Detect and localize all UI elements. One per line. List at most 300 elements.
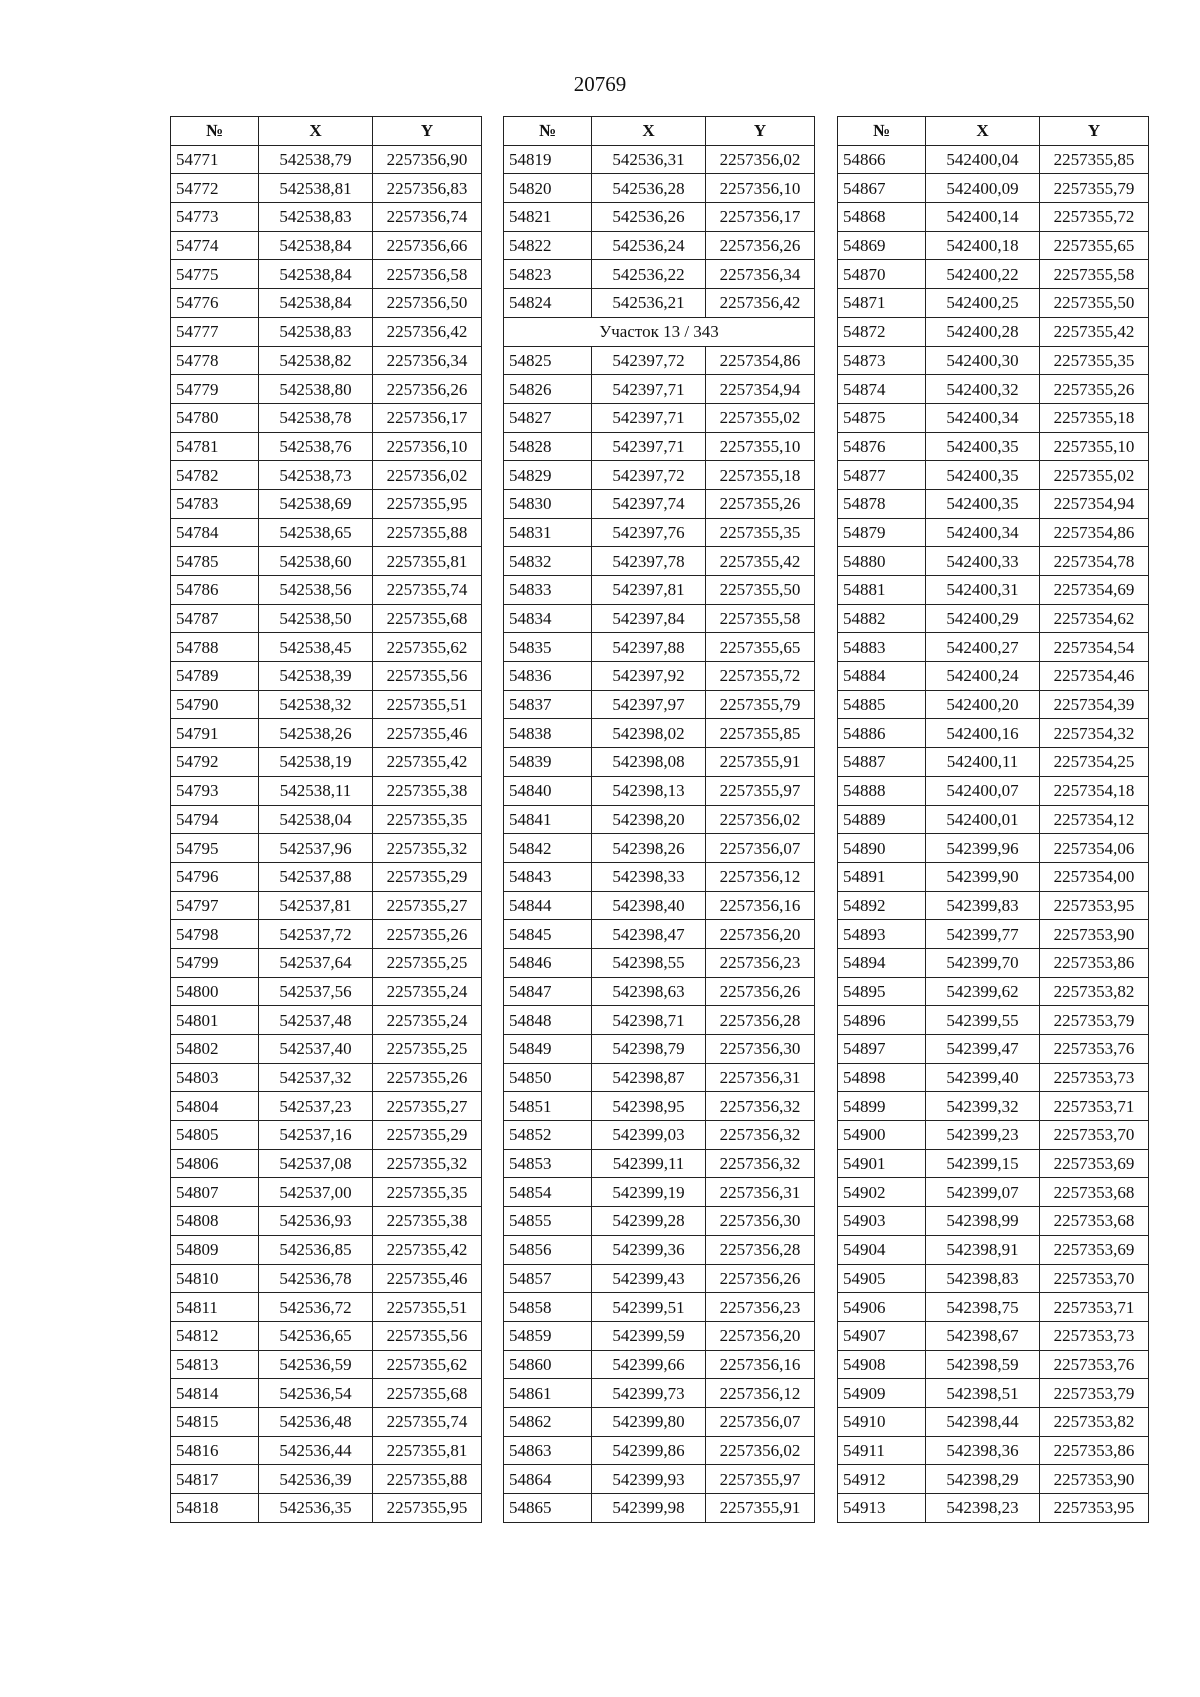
y-coordinate-cell: 2257355,91 bbox=[706, 748, 815, 777]
table-row bbox=[504, 948, 815, 977]
header-x: X bbox=[926, 117, 1040, 146]
page-number: 20769 bbox=[573, 72, 627, 96]
point-number-cell: 54870 bbox=[838, 260, 926, 289]
y-coordinate-cell: 2257356,12 bbox=[706, 862, 815, 891]
table-row bbox=[171, 289, 482, 318]
y-coordinate-cell: 2257354,94 bbox=[706, 375, 815, 404]
point-number-cell: 54853 bbox=[504, 1149, 592, 1178]
table-row bbox=[504, 1436, 815, 1465]
point-number-cell: 54900 bbox=[838, 1121, 926, 1150]
table-row bbox=[504, 1207, 815, 1236]
y-coordinate-cell: 2257356,12 bbox=[706, 1379, 815, 1408]
point-number-cell: 54911 bbox=[838, 1436, 926, 1465]
point-number-cell: 54902 bbox=[838, 1178, 926, 1207]
y-coordinate-cell: 2257353,82 bbox=[1040, 1407, 1149, 1436]
y-coordinate-cell: 2257353,82 bbox=[1040, 977, 1149, 1006]
x-coordinate-cell: 542400,09 bbox=[926, 174, 1040, 203]
table-row bbox=[171, 1178, 482, 1207]
table-row bbox=[171, 174, 482, 203]
x-coordinate-cell: 542538,79 bbox=[259, 145, 373, 174]
point-number-cell: 54841 bbox=[504, 805, 592, 834]
x-coordinate-cell: 542398,13 bbox=[592, 776, 706, 805]
y-coordinate-cell: 2257355,02 bbox=[706, 403, 815, 432]
y-coordinate-cell: 2257356,28 bbox=[706, 1006, 815, 1035]
y-coordinate-cell: 2257356,20 bbox=[706, 920, 815, 949]
y-coordinate-cell: 2257356,32 bbox=[706, 1149, 815, 1178]
point-number-cell: 54803 bbox=[171, 1063, 259, 1092]
y-coordinate-cell: 2257355,95 bbox=[373, 489, 482, 518]
x-coordinate-cell: 542400,32 bbox=[926, 375, 1040, 404]
x-coordinate-cell: 542399,98 bbox=[592, 1494, 706, 1523]
point-number-cell: 54876 bbox=[838, 432, 926, 461]
table-row bbox=[504, 403, 815, 432]
y-coordinate-cell: 2257355,81 bbox=[373, 547, 482, 576]
y-coordinate-cell: 2257355,97 bbox=[706, 1465, 815, 1494]
y-coordinate-cell: 2257355,26 bbox=[706, 489, 815, 518]
x-coordinate-cell: 542538,65 bbox=[259, 518, 373, 547]
table-row bbox=[504, 1149, 815, 1178]
point-number-cell: 54832 bbox=[504, 547, 592, 576]
table-row bbox=[838, 1178, 1149, 1207]
y-coordinate-cell: 2257355,58 bbox=[706, 604, 815, 633]
x-coordinate-cell: 542398,20 bbox=[592, 805, 706, 834]
table-row bbox=[838, 805, 1149, 834]
y-coordinate-cell: 2257353,69 bbox=[1040, 1235, 1149, 1264]
table-row bbox=[838, 690, 1149, 719]
y-coordinate-cell: 2257354,32 bbox=[1040, 719, 1149, 748]
y-coordinate-cell: 2257353,76 bbox=[1040, 1035, 1149, 1064]
table-row bbox=[838, 1092, 1149, 1121]
y-coordinate-cell: 2257354,00 bbox=[1040, 862, 1149, 891]
point-number-cell: 54862 bbox=[504, 1407, 592, 1436]
y-coordinate-cell: 2257355,65 bbox=[706, 633, 815, 662]
x-coordinate-cell: 542536,54 bbox=[259, 1379, 373, 1408]
table-row bbox=[171, 1494, 482, 1523]
table-row bbox=[171, 1321, 482, 1350]
y-coordinate-cell: 2257355,85 bbox=[1040, 145, 1149, 174]
x-coordinate-cell: 542538,39 bbox=[259, 662, 373, 691]
table-row bbox=[171, 489, 482, 518]
y-coordinate-cell: 2257353,69 bbox=[1040, 1149, 1149, 1178]
x-coordinate-cell: 542400,01 bbox=[926, 805, 1040, 834]
y-coordinate-cell: 2257355,46 bbox=[373, 1264, 482, 1293]
point-number-cell: 54852 bbox=[504, 1121, 592, 1150]
point-number-cell: 54815 bbox=[171, 1407, 259, 1436]
point-number-cell: 54875 bbox=[838, 403, 926, 432]
point-number-cell: 54799 bbox=[171, 948, 259, 977]
x-coordinate-cell: 542400,11 bbox=[926, 748, 1040, 777]
y-coordinate-cell: 2257355,38 bbox=[373, 776, 482, 805]
x-coordinate-cell: 542398,95 bbox=[592, 1092, 706, 1121]
x-coordinate-cell: 542537,32 bbox=[259, 1063, 373, 1092]
table-row bbox=[171, 1063, 482, 1092]
point-number-cell: 54826 bbox=[504, 375, 592, 404]
point-number-cell: 54833 bbox=[504, 576, 592, 605]
x-coordinate-cell: 542536,31 bbox=[592, 145, 706, 174]
point-number-cell: 54776 bbox=[171, 289, 259, 318]
point-number-cell: 54820 bbox=[504, 174, 592, 203]
y-coordinate-cell: 2257355,29 bbox=[373, 1121, 482, 1150]
table-row bbox=[171, 203, 482, 232]
table-row bbox=[504, 1006, 815, 1035]
point-number-cell: 54854 bbox=[504, 1178, 592, 1207]
table-row bbox=[171, 1264, 482, 1293]
point-number-cell: 54860 bbox=[504, 1350, 592, 1379]
x-coordinate-cell: 542400,31 bbox=[926, 576, 1040, 605]
point-number-cell: 54806 bbox=[171, 1149, 259, 1178]
point-number-cell: 54787 bbox=[171, 604, 259, 633]
table-row bbox=[838, 1235, 1149, 1264]
x-coordinate-cell: 542538,56 bbox=[259, 576, 373, 605]
point-number-cell: 54835 bbox=[504, 633, 592, 662]
y-coordinate-cell: 2257355,18 bbox=[1040, 403, 1149, 432]
point-number-cell: 54816 bbox=[171, 1436, 259, 1465]
x-coordinate-cell: 542397,71 bbox=[592, 432, 706, 461]
y-coordinate-cell: 2257355,91 bbox=[706, 1494, 815, 1523]
y-coordinate-cell: 2257355,27 bbox=[373, 891, 482, 920]
x-coordinate-cell: 542398,23 bbox=[926, 1494, 1040, 1523]
point-number-cell: 54912 bbox=[838, 1465, 926, 1494]
x-coordinate-cell: 542400,28 bbox=[926, 317, 1040, 346]
point-number-cell: 54825 bbox=[504, 346, 592, 375]
x-coordinate-cell: 542398,02 bbox=[592, 719, 706, 748]
table-row bbox=[171, 891, 482, 920]
x-coordinate-cell: 542536,35 bbox=[259, 1494, 373, 1523]
x-coordinate-cell: 542398,51 bbox=[926, 1379, 1040, 1408]
x-coordinate-cell: 542537,72 bbox=[259, 920, 373, 949]
table-row bbox=[171, 403, 482, 432]
y-coordinate-cell: 2257356,30 bbox=[706, 1035, 815, 1064]
point-number-cell: 54883 bbox=[838, 633, 926, 662]
table-row bbox=[504, 547, 815, 576]
y-coordinate-cell: 2257353,79 bbox=[1040, 1379, 1149, 1408]
table-row bbox=[838, 1350, 1149, 1379]
y-coordinate-cell: 2257356,17 bbox=[373, 403, 482, 432]
y-coordinate-cell: 2257355,79 bbox=[706, 690, 815, 719]
table-header-row bbox=[171, 117, 482, 146]
x-coordinate-cell: 542538,82 bbox=[259, 346, 373, 375]
x-coordinate-cell: 542399,23 bbox=[926, 1121, 1040, 1150]
x-coordinate-cell: 542397,72 bbox=[592, 461, 706, 490]
y-coordinate-cell: 2257354,46 bbox=[1040, 662, 1149, 691]
y-coordinate-cell: 2257355,51 bbox=[373, 1293, 482, 1322]
point-number-cell: 54772 bbox=[171, 174, 259, 203]
x-coordinate-cell: 542538,69 bbox=[259, 489, 373, 518]
table-row bbox=[504, 719, 815, 748]
y-coordinate-cell: 2257353,86 bbox=[1040, 948, 1149, 977]
table-row bbox=[838, 776, 1149, 805]
table-row bbox=[171, 260, 482, 289]
x-coordinate-cell: 542397,78 bbox=[592, 547, 706, 576]
point-number-cell: 54804 bbox=[171, 1092, 259, 1121]
x-coordinate-cell: 542399,80 bbox=[592, 1407, 706, 1436]
point-number-cell: 54908 bbox=[838, 1350, 926, 1379]
table-row bbox=[838, 633, 1149, 662]
x-coordinate-cell: 542536,44 bbox=[259, 1436, 373, 1465]
table-header-row bbox=[838, 117, 1149, 146]
y-coordinate-cell: 2257355,72 bbox=[1040, 203, 1149, 232]
header-y: Y bbox=[706, 117, 815, 146]
point-number-cell: 54881 bbox=[838, 576, 926, 605]
y-coordinate-cell: 2257355,35 bbox=[373, 805, 482, 834]
point-number-cell: 54773 bbox=[171, 203, 259, 232]
y-coordinate-cell: 2257355,68 bbox=[373, 1379, 482, 1408]
x-coordinate-cell: 542398,44 bbox=[926, 1407, 1040, 1436]
y-coordinate-cell: 2257356,30 bbox=[706, 1207, 815, 1236]
table-row bbox=[504, 862, 815, 891]
point-number-cell: 54810 bbox=[171, 1264, 259, 1293]
y-coordinate-cell: 2257355,42 bbox=[1040, 317, 1149, 346]
point-number-cell: 54802 bbox=[171, 1035, 259, 1064]
table-row bbox=[171, 834, 482, 863]
x-coordinate-cell: 542537,00 bbox=[259, 1178, 373, 1207]
x-coordinate-cell: 542399,03 bbox=[592, 1121, 706, 1150]
x-coordinate-cell: 542538,11 bbox=[259, 776, 373, 805]
x-coordinate-cell: 542397,88 bbox=[592, 633, 706, 662]
table-row bbox=[171, 1235, 482, 1264]
x-coordinate-cell: 542399,43 bbox=[592, 1264, 706, 1293]
y-coordinate-cell: 2257355,85 bbox=[706, 719, 815, 748]
table-row bbox=[171, 346, 482, 375]
y-coordinate-cell: 2257354,69 bbox=[1040, 576, 1149, 605]
y-coordinate-cell: 2257355,97 bbox=[706, 776, 815, 805]
table-row bbox=[171, 1035, 482, 1064]
point-number-cell: 54789 bbox=[171, 662, 259, 691]
coordinates-table-1 bbox=[170, 116, 482, 1523]
y-coordinate-cell: 2257355,74 bbox=[373, 1407, 482, 1436]
table-row bbox=[171, 518, 482, 547]
x-coordinate-cell: 542398,33 bbox=[592, 862, 706, 891]
table-row bbox=[838, 920, 1149, 949]
table-row bbox=[171, 461, 482, 490]
table-row bbox=[504, 231, 815, 260]
x-coordinate-cell: 542397,92 bbox=[592, 662, 706, 691]
point-number-cell: 54878 bbox=[838, 489, 926, 518]
y-coordinate-cell: 2257355,18 bbox=[706, 461, 815, 490]
x-coordinate-cell: 542400,22 bbox=[926, 260, 1040, 289]
y-coordinate-cell: 2257355,35 bbox=[373, 1178, 482, 1207]
y-coordinate-cell: 2257356,58 bbox=[373, 260, 482, 289]
point-number-cell: 54877 bbox=[838, 461, 926, 490]
x-coordinate-cell: 542400,04 bbox=[926, 145, 1040, 174]
y-coordinate-cell: 2257353,68 bbox=[1040, 1178, 1149, 1207]
y-coordinate-cell: 2257355,24 bbox=[373, 977, 482, 1006]
table-row bbox=[504, 1178, 815, 1207]
x-coordinate-cell: 542536,39 bbox=[259, 1465, 373, 1494]
x-coordinate-cell: 542537,56 bbox=[259, 977, 373, 1006]
point-number-cell: 54805 bbox=[171, 1121, 259, 1150]
point-number-cell: 54863 bbox=[504, 1436, 592, 1465]
table-row bbox=[504, 289, 815, 318]
table-row bbox=[838, 174, 1149, 203]
y-coordinate-cell: 2257355,81 bbox=[373, 1436, 482, 1465]
table-row bbox=[838, 891, 1149, 920]
y-coordinate-cell: 2257355,25 bbox=[373, 948, 482, 977]
table-row bbox=[171, 776, 482, 805]
point-number-cell: 54885 bbox=[838, 690, 926, 719]
section-row bbox=[504, 317, 815, 346]
x-coordinate-cell: 542399,47 bbox=[926, 1035, 1040, 1064]
table-row bbox=[838, 604, 1149, 633]
table-row bbox=[504, 1293, 815, 1322]
point-number-cell: 54771 bbox=[171, 145, 259, 174]
header-number: № bbox=[504, 117, 592, 146]
point-number-cell: 54859 bbox=[504, 1321, 592, 1350]
table-row bbox=[504, 576, 815, 605]
x-coordinate-cell: 542399,55 bbox=[926, 1006, 1040, 1035]
table-row bbox=[838, 748, 1149, 777]
table-row bbox=[838, 1149, 1149, 1178]
table-row bbox=[838, 719, 1149, 748]
table-row bbox=[838, 1121, 1149, 1150]
point-number-cell: 54838 bbox=[504, 719, 592, 748]
x-coordinate-cell: 542399,62 bbox=[926, 977, 1040, 1006]
x-coordinate-cell: 542537,23 bbox=[259, 1092, 373, 1121]
table-row bbox=[838, 547, 1149, 576]
y-coordinate-cell: 2257355,38 bbox=[373, 1207, 482, 1236]
table-row bbox=[171, 862, 482, 891]
x-coordinate-cell: 542537,40 bbox=[259, 1035, 373, 1064]
x-coordinate-cell: 542538,84 bbox=[259, 260, 373, 289]
y-coordinate-cell: 2257356,26 bbox=[706, 231, 815, 260]
y-coordinate-cell: 2257353,68 bbox=[1040, 1207, 1149, 1236]
point-number-cell: 54818 bbox=[171, 1494, 259, 1523]
x-coordinate-cell: 542397,71 bbox=[592, 403, 706, 432]
point-number-cell: 54817 bbox=[171, 1465, 259, 1494]
x-coordinate-cell: 542400,33 bbox=[926, 547, 1040, 576]
y-coordinate-cell: 2257353,71 bbox=[1040, 1092, 1149, 1121]
table-row bbox=[838, 1207, 1149, 1236]
point-number-cell: 54855 bbox=[504, 1207, 592, 1236]
y-coordinate-cell: 2257356,02 bbox=[373, 461, 482, 490]
x-coordinate-cell: 542536,72 bbox=[259, 1293, 373, 1322]
point-number-cell: 54861 bbox=[504, 1379, 592, 1408]
table-row bbox=[171, 690, 482, 719]
table-row bbox=[838, 1293, 1149, 1322]
y-coordinate-cell: 2257354,62 bbox=[1040, 604, 1149, 633]
y-coordinate-cell: 2257355,27 bbox=[373, 1092, 482, 1121]
x-coordinate-cell: 542398,36 bbox=[926, 1436, 1040, 1465]
x-coordinate-cell: 542400,24 bbox=[926, 662, 1040, 691]
table-row bbox=[171, 748, 482, 777]
y-coordinate-cell: 2257354,54 bbox=[1040, 633, 1149, 662]
x-coordinate-cell: 542398,71 bbox=[592, 1006, 706, 1035]
y-coordinate-cell: 2257356,31 bbox=[706, 1178, 815, 1207]
point-number-cell: 54836 bbox=[504, 662, 592, 691]
y-coordinate-cell: 2257356,26 bbox=[706, 1264, 815, 1293]
x-coordinate-cell: 542399,90 bbox=[926, 862, 1040, 891]
point-number-cell: 54781 bbox=[171, 432, 259, 461]
y-coordinate-cell: 2257355,51 bbox=[373, 690, 482, 719]
point-number-cell: 54822 bbox=[504, 231, 592, 260]
point-number-cell: 54795 bbox=[171, 834, 259, 863]
point-number-cell: 54868 bbox=[838, 203, 926, 232]
x-coordinate-cell: 542400,34 bbox=[926, 518, 1040, 547]
point-number-cell: 54842 bbox=[504, 834, 592, 863]
x-coordinate-cell: 542538,04 bbox=[259, 805, 373, 834]
point-number-cell: 54827 bbox=[504, 403, 592, 432]
point-number-cell: 54890 bbox=[838, 834, 926, 863]
x-coordinate-cell: 542400,35 bbox=[926, 461, 1040, 490]
table-row bbox=[504, 662, 815, 691]
y-coordinate-cell: 2257356,02 bbox=[706, 145, 815, 174]
point-number-cell: 54850 bbox=[504, 1063, 592, 1092]
table-row bbox=[171, 1379, 482, 1408]
point-number-cell: 54865 bbox=[504, 1494, 592, 1523]
y-coordinate-cell: 2257355,35 bbox=[1040, 346, 1149, 375]
point-number-cell: 54780 bbox=[171, 403, 259, 432]
table-row bbox=[504, 1407, 815, 1436]
point-number-cell: 54888 bbox=[838, 776, 926, 805]
table-row bbox=[171, 1350, 482, 1379]
y-coordinate-cell: 2257355,88 bbox=[373, 1465, 482, 1494]
x-coordinate-cell: 542538,76 bbox=[259, 432, 373, 461]
table-row bbox=[504, 461, 815, 490]
y-coordinate-cell: 2257353,79 bbox=[1040, 1006, 1149, 1035]
point-number-cell: 54851 bbox=[504, 1092, 592, 1121]
x-coordinate-cell: 542398,87 bbox=[592, 1063, 706, 1092]
x-coordinate-cell: 542398,63 bbox=[592, 977, 706, 1006]
x-coordinate-cell: 542536,48 bbox=[259, 1407, 373, 1436]
y-coordinate-cell: 2257355,65 bbox=[1040, 231, 1149, 260]
y-coordinate-cell: 2257354,25 bbox=[1040, 748, 1149, 777]
point-number-cell: 54857 bbox=[504, 1264, 592, 1293]
table-row bbox=[838, 317, 1149, 346]
point-number-cell: 54774 bbox=[171, 231, 259, 260]
table-row bbox=[838, 289, 1149, 318]
x-coordinate-cell: 542400,25 bbox=[926, 289, 1040, 318]
point-number-cell: 54819 bbox=[504, 145, 592, 174]
x-coordinate-cell: 542538,78 bbox=[259, 403, 373, 432]
point-number-cell: 54844 bbox=[504, 891, 592, 920]
y-coordinate-cell: 2257356,17 bbox=[706, 203, 815, 232]
point-number-cell: 54840 bbox=[504, 776, 592, 805]
x-coordinate-cell: 542537,16 bbox=[259, 1121, 373, 1150]
y-coordinate-cell: 2257355,10 bbox=[706, 432, 815, 461]
table-row bbox=[838, 375, 1149, 404]
table-row bbox=[838, 1035, 1149, 1064]
header-x: X bbox=[592, 117, 706, 146]
point-number-cell: 54894 bbox=[838, 948, 926, 977]
point-number-cell: 54879 bbox=[838, 518, 926, 547]
table-row bbox=[838, 432, 1149, 461]
x-coordinate-cell: 542398,55 bbox=[592, 948, 706, 977]
y-coordinate-cell: 2257355,58 bbox=[1040, 260, 1149, 289]
x-coordinate-cell: 542536,93 bbox=[259, 1207, 373, 1236]
x-coordinate-cell: 542398,40 bbox=[592, 891, 706, 920]
y-coordinate-cell: 2257353,70 bbox=[1040, 1121, 1149, 1150]
x-coordinate-cell: 542537,08 bbox=[259, 1149, 373, 1178]
point-number-cell: 54847 bbox=[504, 977, 592, 1006]
y-coordinate-cell: 2257356,32 bbox=[706, 1121, 815, 1150]
x-coordinate-cell: 542397,84 bbox=[592, 604, 706, 633]
table-row bbox=[504, 203, 815, 232]
x-coordinate-cell: 542399,32 bbox=[926, 1092, 1040, 1121]
y-coordinate-cell: 2257356,02 bbox=[706, 1436, 815, 1465]
table-row bbox=[504, 776, 815, 805]
x-coordinate-cell: 542400,35 bbox=[926, 432, 1040, 461]
table-row bbox=[171, 1092, 482, 1121]
point-number-cell: 54882 bbox=[838, 604, 926, 633]
x-coordinate-cell: 542400,30 bbox=[926, 346, 1040, 375]
y-coordinate-cell: 2257356,90 bbox=[373, 145, 482, 174]
point-number-cell: 54808 bbox=[171, 1207, 259, 1236]
x-coordinate-cell: 542398,99 bbox=[926, 1207, 1040, 1236]
x-coordinate-cell: 542398,83 bbox=[926, 1264, 1040, 1293]
header-y: Y bbox=[1040, 117, 1149, 146]
y-coordinate-cell: 2257356,20 bbox=[706, 1321, 815, 1350]
table-row bbox=[504, 1321, 815, 1350]
